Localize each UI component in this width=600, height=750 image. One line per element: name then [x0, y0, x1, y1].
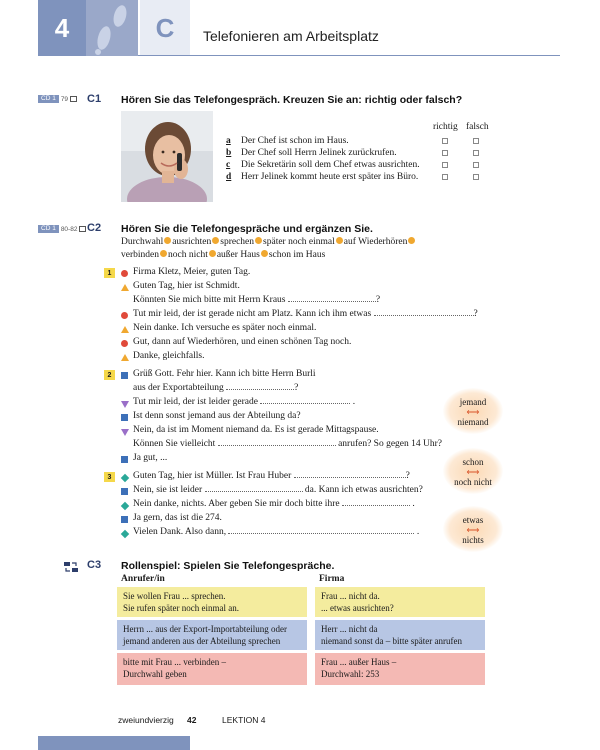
- double-arrow-icon: ⟷: [466, 467, 480, 477]
- header-footprints-image: [86, 0, 138, 56]
- card-line: bitte mit Frau ... verbinden –: [123, 657, 226, 667]
- firm-card-2: [315, 620, 485, 650]
- c2-cd-tag: [38, 225, 86, 233]
- cd-label: CD 1: [38, 95, 59, 103]
- dialog-line: Grüß Gott. Fehr hier. Kann ich bitte Herrn Burli: [133, 369, 316, 379]
- speaker-down-triangle-icon: [121, 429, 129, 436]
- card-line: jemand anderen aus der Abteilung sprechen: [123, 635, 281, 646]
- c1-item-text: Herr Jelinek kommt heute erst später ins Büro.: [241, 172, 419, 182]
- gap-input[interactable]: [205, 484, 303, 492]
- c1-item-letter: d: [226, 172, 232, 182]
- chapter-number: 4: [38, 0, 86, 56]
- dialog-1-number: 1: [104, 268, 115, 278]
- dialog-line: Könnten Sie mich bitte mit Herrn Kraus ?: [133, 295, 381, 305]
- dialog-line-text: aus der Exportabteilung: [133, 383, 224, 393]
- c1-item-text: Der Chef ist schon im Haus.: [241, 136, 349, 146]
- dialog-line-text: Nein danke, nichts. Aber geben Sie mir doch bitte ihre: [133, 499, 340, 509]
- dialog-line-text: Tut mir leid, der ist leider gerade: [133, 397, 258, 407]
- speaker-circle-icon: [121, 312, 128, 319]
- header-divider: [138, 55, 560, 56]
- dialog-line: Ja gern, das ist die 274.: [133, 513, 222, 523]
- card-line: niemand sonst da – bitte später anrufen: [321, 635, 462, 646]
- dialog-line: Danke, gleichfalls.: [133, 351, 205, 361]
- col-caller: Anrufer/in: [121, 574, 165, 584]
- dialog-line: Guten Tag, hier ist Schmidt.: [133, 281, 240, 291]
- card-line: Frau ... außer Haus –: [321, 657, 397, 667]
- speaker-square-icon: [121, 372, 128, 379]
- word-bank-item: später noch einmal: [263, 237, 335, 247]
- c1-b-richtig-checkbox[interactable]: [442, 150, 448, 156]
- speaker-square-icon: [121, 488, 128, 495]
- speaker-square-icon: [121, 456, 128, 463]
- firm-card-1: [315, 587, 485, 617]
- c2-instruction: Hören Sie die Telefongespräche und ergänzen Sie.: [121, 223, 373, 235]
- dialog-line: Ist denn sonst jemand aus der Abteilung da?: [133, 411, 301, 421]
- hint-bottom: niemand: [457, 417, 489, 427]
- c1-d-falsch-checkbox[interactable]: [473, 174, 479, 180]
- c1-c-richtig-checkbox[interactable]: [442, 162, 448, 168]
- speaker-square-icon: [121, 516, 128, 523]
- card-line: Sie wollen Frau ... sprechen.: [123, 591, 226, 601]
- caller-card-1: [117, 587, 307, 617]
- card-line: Herr ... nicht da: [321, 624, 378, 634]
- gap-input[interactable]: [342, 498, 410, 506]
- dialog-2-number: 2: [104, 370, 115, 380]
- cd-icon: [70, 96, 77, 102]
- dialog-line: Ja gut, ...: [133, 453, 168, 463]
- speaker-triangle-icon: [121, 284, 129, 291]
- c1-c-falsch-checkbox[interactable]: [473, 162, 479, 168]
- page-word: zweiundvierzig: [118, 715, 174, 725]
- dialog-line: Nein danke, nichts. Aber geben Sie mir doch bitte ihre .: [133, 499, 415, 509]
- c1-d-richtig-checkbox[interactable]: [442, 174, 448, 180]
- dialog-line: Nein danke. Ich versuche es später noch einmal.: [133, 323, 317, 333]
- gap-input[interactable]: [226, 382, 294, 390]
- gap-input[interactable]: [260, 396, 350, 404]
- speaker-circle-icon: [121, 270, 128, 277]
- c1-b-falsch-checkbox[interactable]: [473, 150, 479, 156]
- c3-id: C3: [87, 559, 102, 571]
- word-bank-item: noch nicht: [168, 249, 208, 260]
- word-bank-item: schon im Haus: [268, 249, 326, 260]
- hint-bottom: noch nicht: [454, 477, 492, 487]
- lesson-label: LEKTION 4: [222, 715, 266, 725]
- word-bank-item: sprechen: [220, 237, 255, 247]
- card-line: Durchwahl geben: [123, 668, 187, 679]
- speaker-diamond-icon: [121, 530, 129, 538]
- hint-bottom: nichts: [462, 535, 484, 545]
- word-bank-item: Durchwahl: [121, 237, 164, 247]
- page-number: 42: [187, 715, 197, 725]
- card-line: Durchwahl: 253: [321, 668, 380, 679]
- dialog-line: Gut, dann auf Wiederhören, und einen schönen Tag noch.: [133, 337, 352, 347]
- dialog-line-text: da. Kann ich etwas ausrichten?: [304, 485, 423, 495]
- caller-card-3: [117, 653, 307, 685]
- gap-input[interactable]: [288, 294, 376, 302]
- footer-bar: [38, 736, 190, 750]
- card-line: ... etwas ausrichten?: [321, 602, 394, 613]
- hint-schon-noch-nicht: [443, 448, 503, 494]
- roleplay-icon: [64, 560, 78, 578]
- woman-on-phone-photo: [121, 111, 213, 202]
- page-title: Telefonieren am Arbeitsplatz: [203, 28, 379, 44]
- col-richtig: richtig: [433, 122, 458, 132]
- card-line: Sie rufen später noch einmal an.: [123, 602, 239, 613]
- c1-item-text: Die Sekretärin soll dem Chef etwas ausrichten.: [241, 160, 420, 170]
- c1-instruction: Hören Sie das Telefongespräch. Kreuzen Sie an: richtig oder falsch?: [121, 94, 463, 106]
- c1-id: C1: [87, 93, 102, 105]
- double-arrow-icon: ⟷: [466, 407, 480, 417]
- cd-label: CD 1: [38, 225, 59, 233]
- word-bank-item: ausrichten: [172, 237, 212, 247]
- dialog-line-text: Guten Tag, hier ist Müller. Ist Frau Huber: [133, 471, 292, 481]
- dialog-line-text: anrufen? So gegen 14 Uhr?: [338, 439, 443, 449]
- c1-item-letter: c: [226, 160, 231, 170]
- c2-id: C2: [87, 222, 102, 234]
- hint-top: schon: [462, 457, 484, 467]
- dialog-line: Tut mir leid, der ist leider gerade .: [133, 397, 356, 407]
- word-bank-item: auf Wiederhören: [343, 237, 408, 247]
- c1-item-letter: b: [226, 148, 232, 158]
- dialog-3-number: 3: [104, 472, 115, 482]
- word-bank: [121, 236, 441, 261]
- dialog-line-text: Vielen Dank. Also dann,: [133, 527, 227, 537]
- dialog-line-text: Könnten Sie mich bitte mit Herrn Kraus: [133, 295, 286, 305]
- c1-a-falsch-checkbox[interactable]: [473, 138, 479, 144]
- gap-input[interactable]: [294, 470, 406, 478]
- dialog-line: Nein, da ist im Moment niemand da. Es ist gerade Mittagspause.: [133, 425, 379, 435]
- cd-track: 80-82: [60, 225, 78, 233]
- hint-top: jemand: [459, 397, 487, 407]
- speaker-circle-icon: [121, 340, 128, 347]
- hint-top: etwas: [462, 515, 484, 525]
- gap-input[interactable]: [228, 526, 414, 534]
- dialog-line: aus der Exportabteilung ?: [133, 383, 299, 393]
- word-bank-item: außer Haus: [216, 249, 260, 260]
- gap-input[interactable]: [374, 308, 474, 316]
- c1-item-text: Der Chef soll Herrn Jelinek zurückrufen.: [241, 148, 397, 158]
- speaker-diamond-icon: [121, 502, 129, 510]
- cd-track: 79: [60, 95, 69, 103]
- c1-item-letter: a: [226, 136, 231, 146]
- dialog-line: Vielen Dank. Also dann, .: [133, 527, 420, 537]
- dialog-line: [133, 484, 423, 497]
- c3-title: Rollenspiel: Spielen Sie Telefongespräche.: [121, 560, 335, 572]
- dialog-line: Guten Tag, hier ist Müller. Ist Frau Huber ?: [133, 471, 410, 481]
- c1-cd-tag: [38, 95, 77, 103]
- gap-input[interactable]: [218, 438, 336, 446]
- dialog-line: Tut mir leid, der ist gerade nicht am Platz. Kann ich ihm etwas ?: [133, 309, 478, 319]
- col-firm: Firma: [319, 574, 345, 584]
- dialog-line: Firma Kletz, Meier, guten Tag.: [133, 267, 251, 277]
- word-bank-item: verbinden: [121, 249, 159, 260]
- c1-a-richtig-checkbox[interactable]: [442, 138, 448, 144]
- card-line: Herrn ... aus der Export-Importabteilung oder: [123, 624, 287, 634]
- dialog-line: [133, 438, 442, 451]
- col-falsch: falsch: [466, 122, 489, 132]
- section-letter: C: [140, 0, 190, 56]
- caller-card-2: [117, 620, 307, 650]
- speaker-diamond-icon: [121, 474, 129, 482]
- speaker-triangle-icon: [121, 354, 129, 361]
- hint-jemand-niemand: [443, 388, 503, 434]
- speaker-square-icon: [121, 414, 128, 421]
- dialog-line-text: Nein, sie ist leider: [133, 485, 203, 495]
- dialog-line-text: Können Sie vielleicht: [133, 439, 216, 449]
- double-arrow-icon: ⟷: [466, 525, 480, 535]
- speaker-triangle-icon: [121, 326, 129, 333]
- cd-icon: [79, 226, 86, 232]
- hint-etwas-nichts: [443, 506, 503, 552]
- firm-card-3: [315, 653, 485, 685]
- dialog-line-text: Tut mir leid, der ist gerade nicht am Platz. Kann ich ihm etwas: [133, 309, 372, 319]
- speaker-down-triangle-icon: [121, 401, 129, 408]
- card-line: Frau ... nicht da.: [321, 591, 380, 601]
